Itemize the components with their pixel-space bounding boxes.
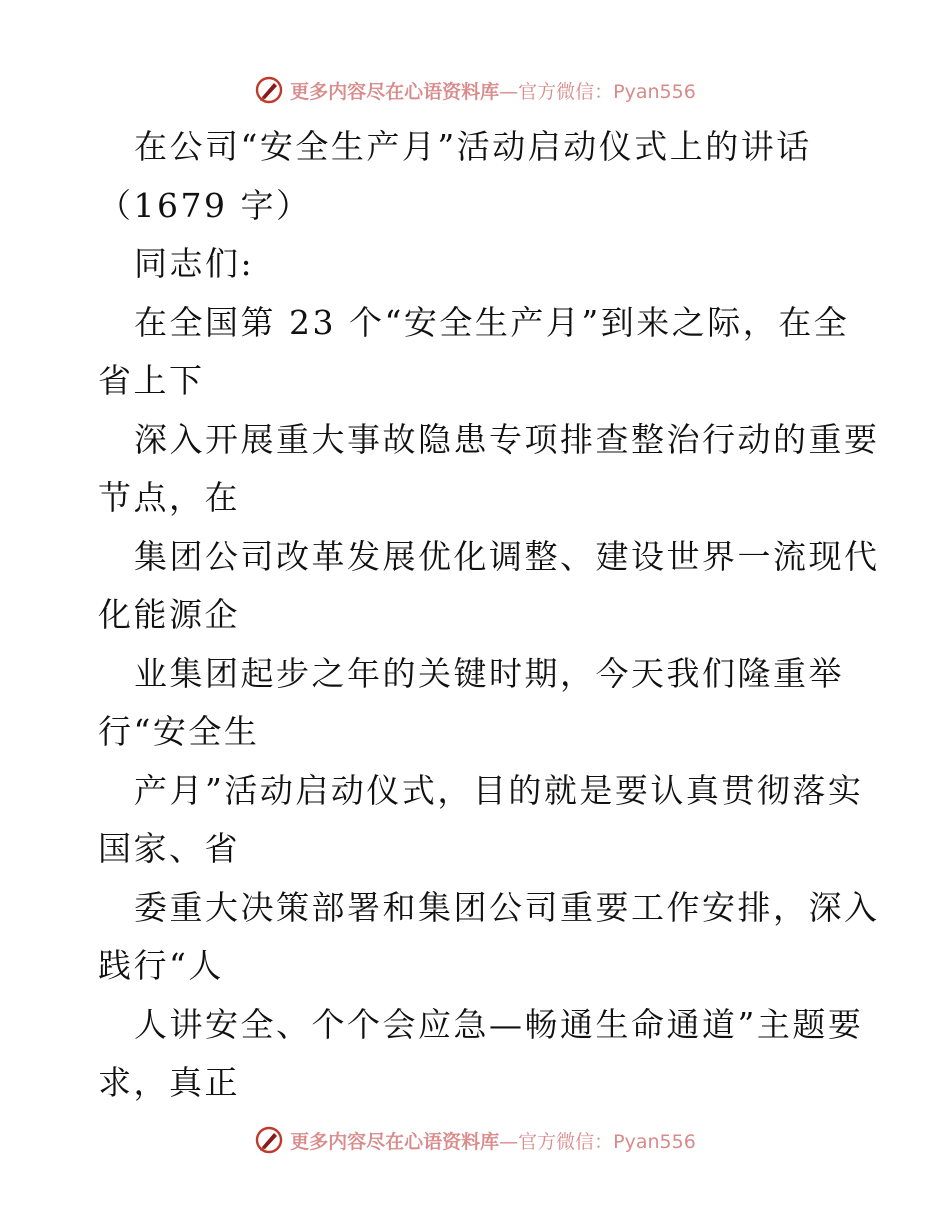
paragraph-line: 深入开展重大事故隐患专项排查整治行动的重要: [134, 419, 880, 459]
greeting: 同志们:: [134, 244, 255, 283]
paragraph-line: 行“安全生: [98, 712, 260, 751]
paragraph-line: 节点，在: [98, 478, 240, 517]
paragraph-line: 人讲安全、个个会应急—畅通生命通道”主题要: [134, 1004, 864, 1044]
paragraph-line: 省上下: [98, 361, 205, 400]
watermark-banner-top: [0, 70, 950, 110]
paragraph: [98, 294, 880, 1113]
paragraph-line: 业集团起步之年的关键时期，今天我们隆重举: [134, 653, 844, 693]
document-title: 在公司“安全生产月”活动启动仪式上的讲话: [134, 127, 812, 166]
word-count: （1679 字）: [98, 185, 312, 225]
paragraph-line: 化能源企: [98, 595, 240, 634]
paragraph-line: 委重大决策部署和集团公司重要工作安排，深入: [134, 887, 880, 927]
pen-logo-icon: [254, 75, 284, 105]
watermark-text: 更多内容尽在心语资料库—官方微信：Pyan556: [290, 1130, 696, 1153]
watermark-text: 更多内容尽在心语资料库—官方微信：Pyan556: [290, 80, 696, 103]
paragraph-line: 践行“人: [98, 946, 224, 985]
paragraph-line: 在全国第 23 个“安全生产月”到来之际，在全: [134, 302, 850, 342]
document-body: [98, 118, 880, 1113]
paragraph-line: 国家、省: [98, 829, 240, 868]
paragraph-line: 求，真正: [98, 1063, 240, 1102]
paragraph-line: 集团公司改革发展优化调整、建设世界一流现代: [134, 536, 880, 576]
pen-logo-icon: [254, 1125, 284, 1155]
paragraph-line: 产月”活动启动仪式，目的就是要认真贯彻落实: [134, 770, 864, 810]
watermark-banner-bottom: [0, 1120, 950, 1160]
